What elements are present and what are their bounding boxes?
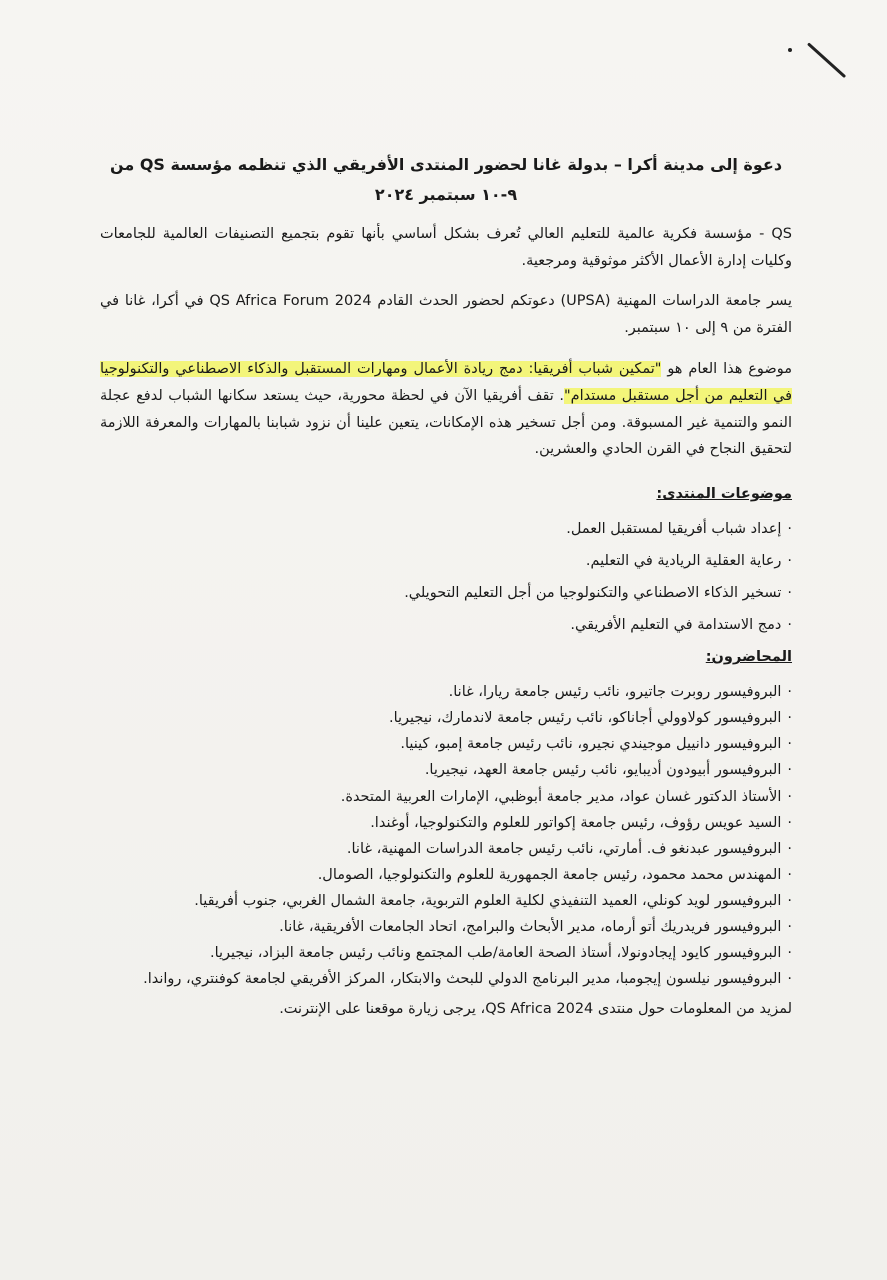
bullet-glyph: · <box>787 552 792 569</box>
list-item: ·المهندس محمد محمود، رئيس جامعة الجمهورية للعلوم والتكنولوجيا، الصومال. <box>317 866 792 883</box>
list-item: ·البروفيسور كولاوولي أجاناكو، نائب رئيس جامعة لاندمارك، نيجيريا. <box>388 710 792 727</box>
theme-paragraph <box>100 356 792 463</box>
bullet-glyph: · <box>787 866 792 883</box>
bullet-glyph: · <box>787 584 792 601</box>
list-item: ·دمج الاستدامة في التعليم الأفريقي. <box>570 616 792 633</box>
list-item: ·البروفيسور كايود إيجادونولا، أستاذ الصحة العامة/طب المجتمع ونائب رئيس جامعة البزاد، نيجيريا. <box>209 945 792 962</box>
bullet-glyph: · <box>787 971 792 988</box>
list-item: ·تسخير الذكاء الاصطناعي والتكنولوجيا من أجل التعليم التحويلي. <box>404 584 792 601</box>
bullet-glyph: · <box>787 736 792 753</box>
pen-stroke-mark <box>807 42 846 78</box>
list-item: ·السيد عويس رؤوف، رئيس جامعة إكواتور للعلوم والتكنولوجيا، أوغندا. <box>370 814 792 831</box>
bullet-glyph: · <box>787 919 792 935</box>
bullet-glyph: · <box>787 521 792 538</box>
list-item: ·البروفيسور أبيودون أديبايو، نائب رئيس جامعة العهد، نيجيريا. <box>424 762 792 779</box>
list-item: ·البروفيسور روبرت جاتيرو، نائب رئيس جامعة ريارا، غانا. <box>448 684 792 701</box>
bullet-glyph: · <box>787 762 792 779</box>
topics-heading: موضوعات المنتدى: <box>656 486 792 503</box>
intro-paragraph: QS - مؤسسة فكرية عالمية للتعليم العالي تُعرف بشكل أساسي بأنها تقوم بتجميع التصنيفات العالمية للجامعات وكليات إدارة الأعمال الأكثر موثوقية ومرجعية. <box>100 225 792 269</box>
bullet-glyph: · <box>787 788 792 805</box>
speakers-heading: المحاضرون: <box>705 649 792 666</box>
invite-paragraph: يسر جامعة الدراسات المهنية (UPSA) دعوتكم لحضور الحدث القادم QS Africa Forum 2024 في أكرا، غانا في الفترة من ٩ إلى ١٠ سبتمبر. <box>100 293 793 337</box>
list-item: ·الأستاذ الدكتور غسان عواد، مدير جامعة أبوظبي، الإمارات العربية المتحدة. <box>340 788 792 805</box>
theme-highlight: "تمكين شباب أفريقيا: دمج ريادة الأعمال ومهارات المستقبل والذكاء الاصطناعي والتكنولوجيا في التعليم من أجل مستقبل مستدام" <box>100 361 792 404</box>
theme-rest: . تقف أفريقيا الآن في لحظة محورية، حيث يستعد سكانها الشباب لدفع عجلة النمو والتنمية غير المسبوقة. ومن أجل تسخير هذه الإمكانات، يتعين علينا أن نزود شبابنا بالمهارات والمعرفة اللازمة لتحقيق النجاح في القرن الحادي والعشرين. <box>100 387 792 458</box>
bullet-glyph: · <box>787 840 792 857</box>
bullet-glyph: · <box>787 710 792 727</box>
list-item: ·البروفيسور نيلسون إيجومبا، مدير البرنامج الدولي للبحث والابتكار، المركز الأفريقي لجامعة كوفنتري، رواندا. <box>143 971 792 988</box>
document-title: دعوة إلى مدينة أكرا – بدولة غانا لحضور المنتدى الأفريقي الذي تنظمه مؤسسة QS من ٩-١٠ سبتمبر ٢٠٢٤ <box>109 155 783 205</box>
list-item: ·البروفيسور فريدريك أتو أرماه، مدير الأبحاث والبرامج، اتحاد الجامعات الأفريقية، غانا. <box>279 919 792 935</box>
topics-list <box>100 516 792 638</box>
list-item: ·إعداد شباب أفريقيا لمستقبل العمل. <box>566 521 792 538</box>
closing-line: لمزيد من المعلومات حول منتدى QS Africa 2024، يرجى زيارة موقعنا على الإنترنت. <box>279 1001 792 1018</box>
bullet-glyph: · <box>787 684 792 701</box>
bullet-glyph: · <box>787 616 792 633</box>
bullet-glyph: · <box>787 892 792 909</box>
document-body <box>100 150 792 1023</box>
list-item: ·البروفيسور لويد كونلي، العميد التنفيذي لكلية العلوم التربوية، جامعة الشمال الغربي، جنوب أفريقيا. <box>194 892 792 909</box>
ink-dot <box>788 48 792 52</box>
list-item: ·البروفيسور عبدنغو ف. أمارتي، نائب رئيس جامعة الدراسات المهنية، غانا. <box>346 840 792 857</box>
bullet-glyph: · <box>787 814 792 831</box>
list-item: ·البروفيسور دانييل موجيندي نجيرو، نائب رئيس جامعة إمبو، كينيا. <box>400 736 792 753</box>
list-item: ·رعاية العقلية الريادية في التعليم. <box>585 552 792 569</box>
bullet-glyph: · <box>787 945 792 962</box>
speakers-list <box>100 679 792 992</box>
theme-prefix: موضوع هذا العام هو <box>661 361 792 378</box>
